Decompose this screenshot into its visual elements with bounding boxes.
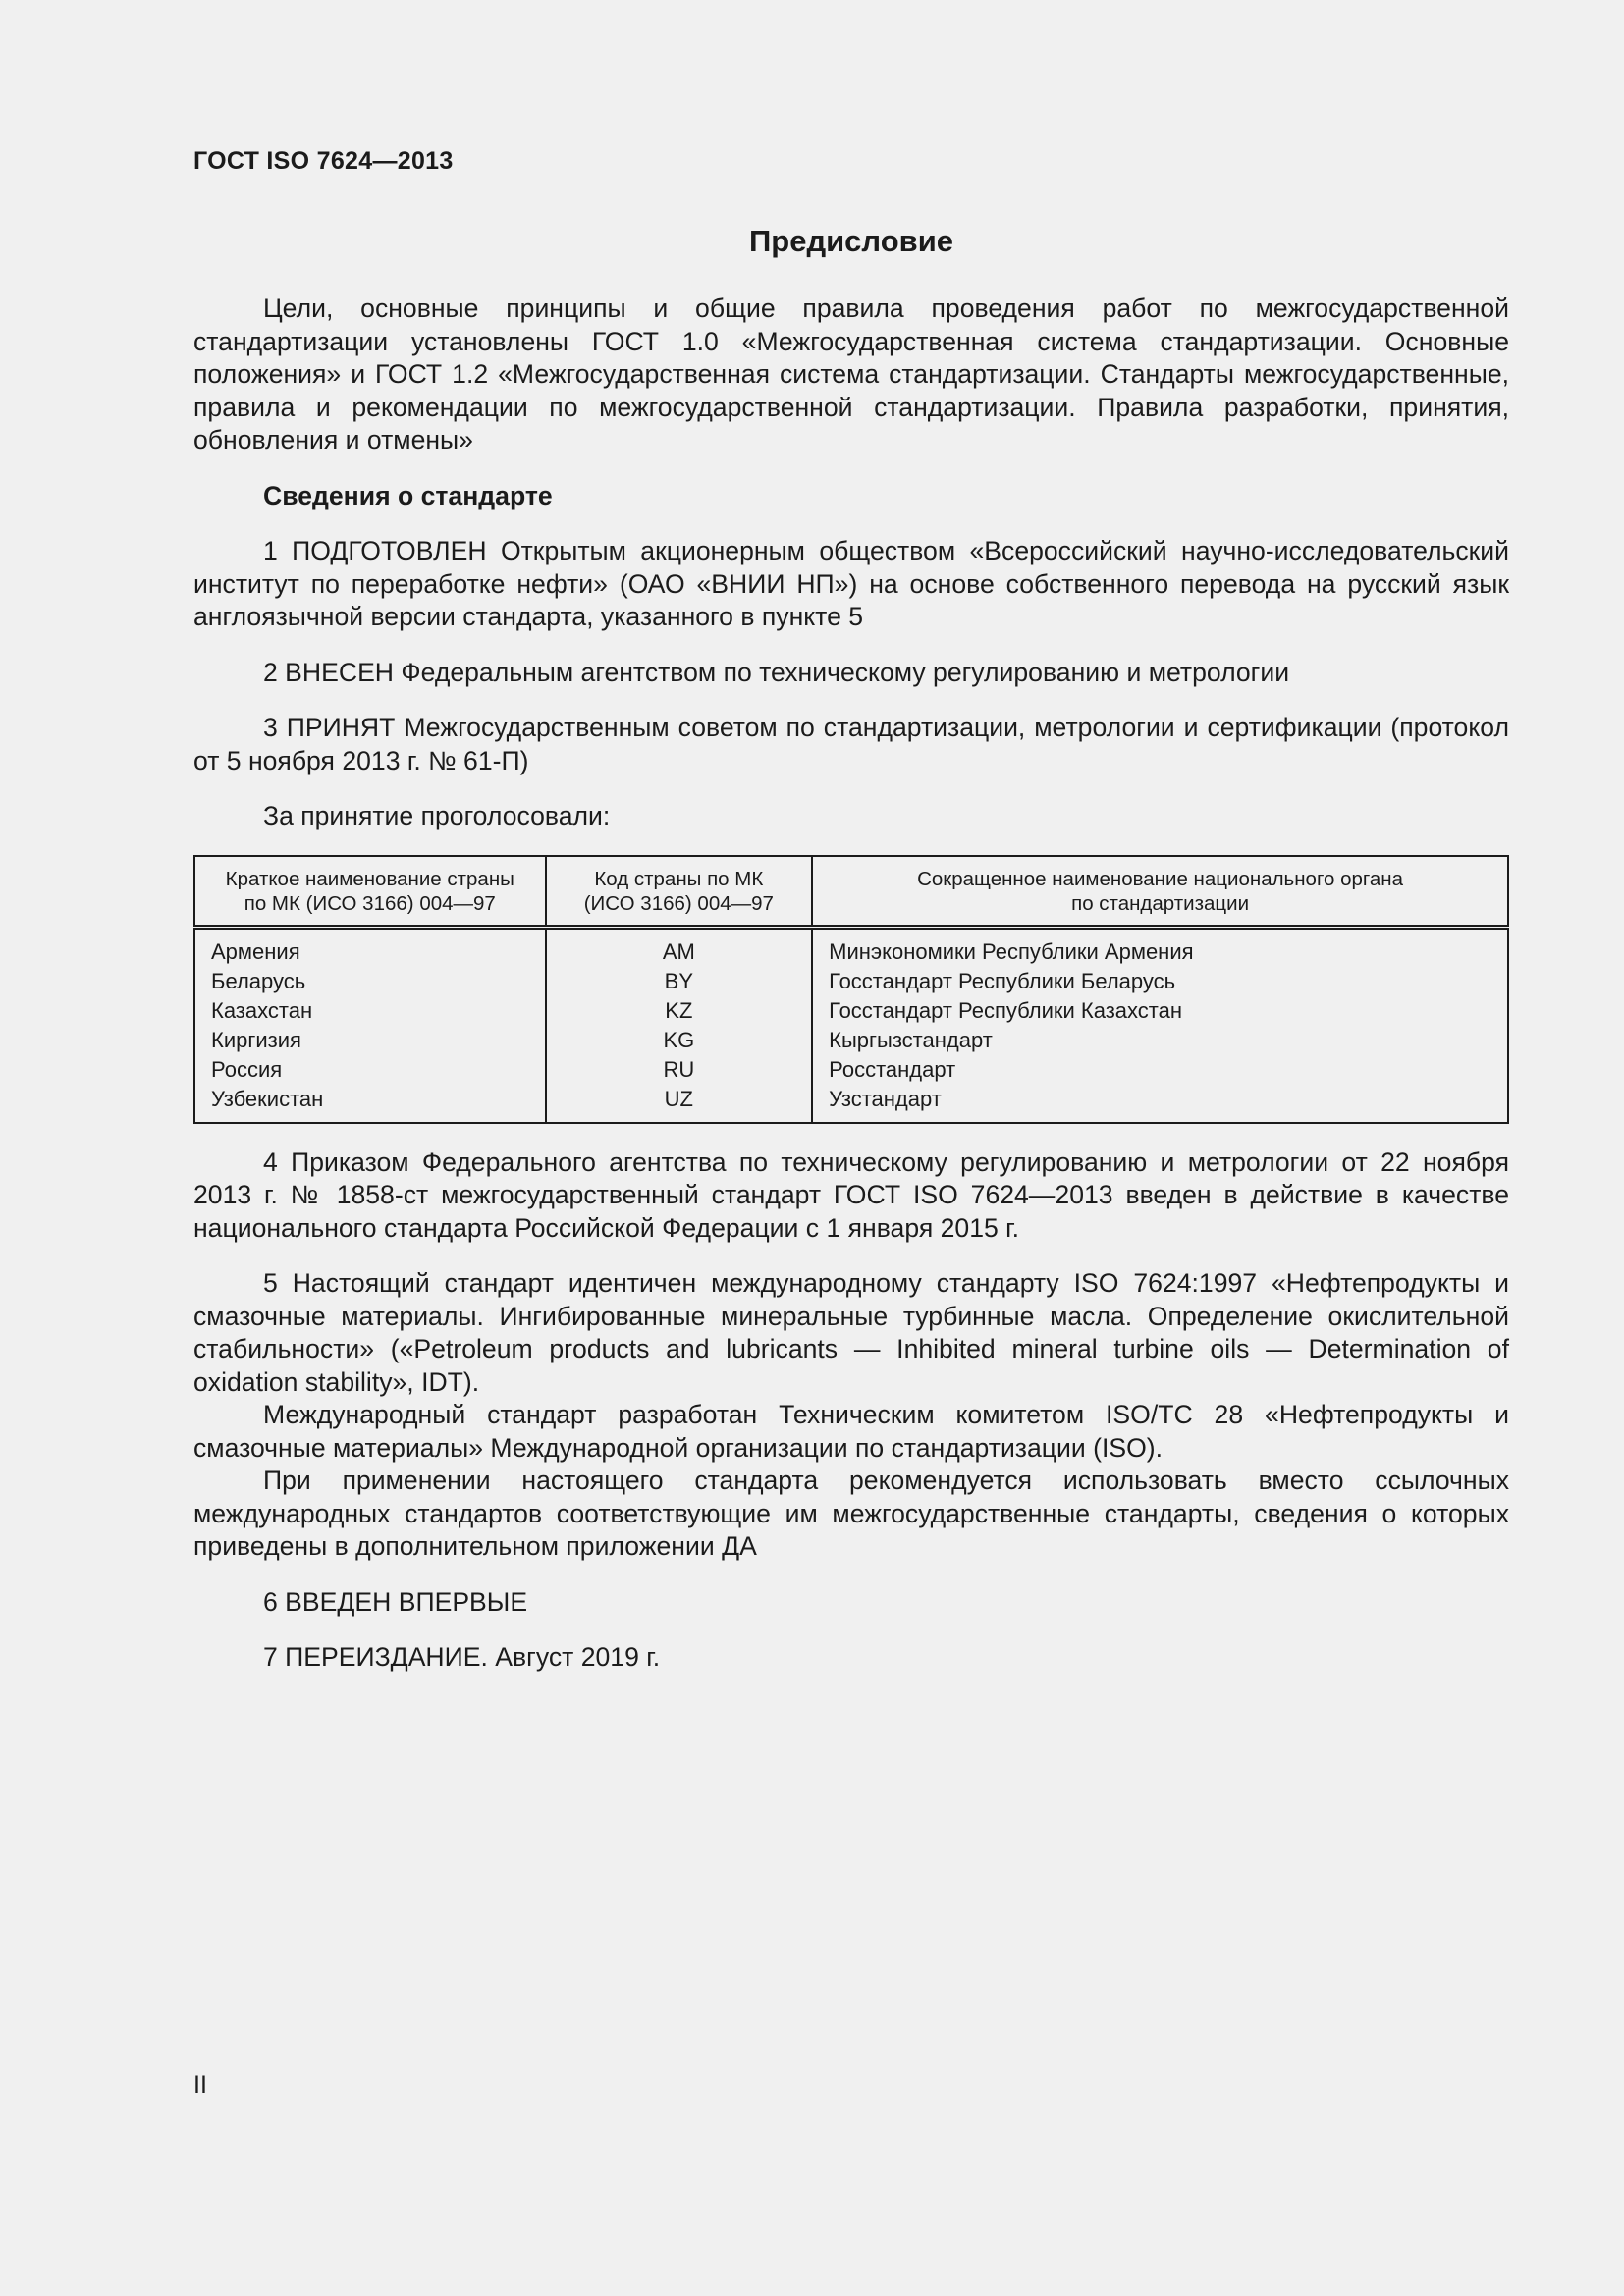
table-header-row xyxy=(194,856,1508,928)
item-4-paragraph: 4 Приказом Федерального агентства по техническому регулированию и метрологии от 22 ноября 2013 г. № 1858-ст межгосударственный стандарт ГОСТ ISO 7624—2013 введен в действие в качестве национального стандарта Российской Федерации с 1 января 2015 г. xyxy=(193,1147,1509,1243)
intro-paragraph: Цели, основные принципы и общие правила проведения работ по межгосударственной стандартизации установлены ГОСТ 1.0 «Межгосударственная система стандартизации. Основные положения» и ГОСТ 1.2 «Межгосударственная система стандартизации. Стандарты межгосударственные, правила и рекомендации по межгосударственной стандартизации. Правила разработки, принятия, обновления и отмены» xyxy=(193,294,1509,454)
item-2-paragraph: 2 ВНЕСЕН Федеральным агентством по техническому регулированию и метрологии xyxy=(263,657,1290,687)
item-3-paragraph: 3 ПРИНЯТ Межгосударственным советом по стандартизации, метрологии и сертификации (протокол от 5 ноября 2013 г. № 61-П) xyxy=(193,713,1509,775)
item-5-developer-paragraph: Международный стандарт разработан Техническим комитетом ISO/TC 28 «Нефтепродукты и смазочные материалы» Международной организации по стандартизации (ISO). xyxy=(193,1400,1509,1463)
header-body-line-1: Сокращенное наименование национального органа xyxy=(917,867,1404,890)
body-cell: Госстандарт Республики Казахстан xyxy=(829,997,1182,1023)
country-cell: Казахстан xyxy=(211,997,313,1023)
body-cell: Росстандарт xyxy=(829,1056,956,1082)
item-5-paragraph: 5 Настоящий стандарт идентичен международному стандарту ISO 7624:1997 «Нефтепродукты и смазочные материалы. Ингибированные минеральные турбинные масла. Определение окислительной стабильности» («Petroleum products and lubricants — Inhibited mineral turbine oils — Determination of oxidation stability», IDT). xyxy=(193,1268,1509,1397)
country-column xyxy=(194,927,546,1123)
item-6-paragraph: 6 ВВЕДЕН ВПЕРВЫЕ xyxy=(263,1586,528,1617)
page-number: II xyxy=(193,2071,207,2099)
header-code xyxy=(546,856,813,928)
country-cell: Беларусь xyxy=(211,968,306,993)
country-cell: Россия xyxy=(211,1056,283,1082)
header-country xyxy=(194,856,546,928)
header-body xyxy=(812,856,1508,928)
document-code: ГОСТ ISO 7624—2013 xyxy=(193,147,454,175)
item-7-paragraph: 7 ПЕРЕИЗДАНИЕ. Август 2019 г. xyxy=(263,1642,661,1672)
header-country-line-2: по МК (ИСО 3166) 004—97 xyxy=(244,891,496,915)
body-cell: Минэкономики Республики Армения xyxy=(829,938,1194,964)
item-5-application-paragraph: При применении настоящего стандарта рекомендуется использовать вместо ссылочных международных стандартов соответствующие им межгосударственные стандарты, сведения о которых приведены в дополнительном приложении ДА xyxy=(193,1466,1509,1561)
country-cell: Армения xyxy=(211,938,300,964)
body-cell: Кыргызстандарт xyxy=(829,1027,993,1052)
item-1-paragraph: 1 ПОДГОТОВЛЕН Открытым акционерным обществом «Всероссийский научно-исследовательский институт по переработке нефти» (ОАО «ВНИИ НП») на основе собственного перевода на русский язык англоязычной версии стандарта, указанного в пункте 5 xyxy=(193,536,1509,631)
code-cell: KG xyxy=(663,1027,695,1052)
body-cell: Узстандарт xyxy=(829,1086,942,1111)
foreword-content xyxy=(193,293,1509,1675)
code-cell: RU xyxy=(663,1056,695,1082)
body-cell: Госстандарт Республики Беларусь xyxy=(829,968,1176,993)
code-cell: BY xyxy=(664,968,694,993)
table-body-row xyxy=(194,927,1508,1123)
info-heading: Сведения о стандарте xyxy=(263,480,553,510)
code-cell: AM xyxy=(662,938,695,964)
page-title: Предисловие xyxy=(748,224,953,258)
code-cell: UZ xyxy=(664,1086,693,1111)
voted-label: За принятие проголосовали: xyxy=(263,801,611,830)
header-body-line-2: по стандартизации xyxy=(1071,891,1250,915)
code-cell: KZ xyxy=(665,997,693,1023)
header-country-line-1: Краткое наименование страны xyxy=(225,867,514,890)
header-code-line-2: (ИСО 3166) 004—97 xyxy=(583,891,774,915)
member-states-table xyxy=(193,855,1509,1124)
code-column xyxy=(546,927,813,1123)
header-code-line-1: Код страны по МК xyxy=(594,867,764,890)
country-cell: Киргизия xyxy=(211,1027,301,1052)
body-column xyxy=(812,927,1508,1123)
country-cell: Узбекистан xyxy=(211,1086,324,1111)
